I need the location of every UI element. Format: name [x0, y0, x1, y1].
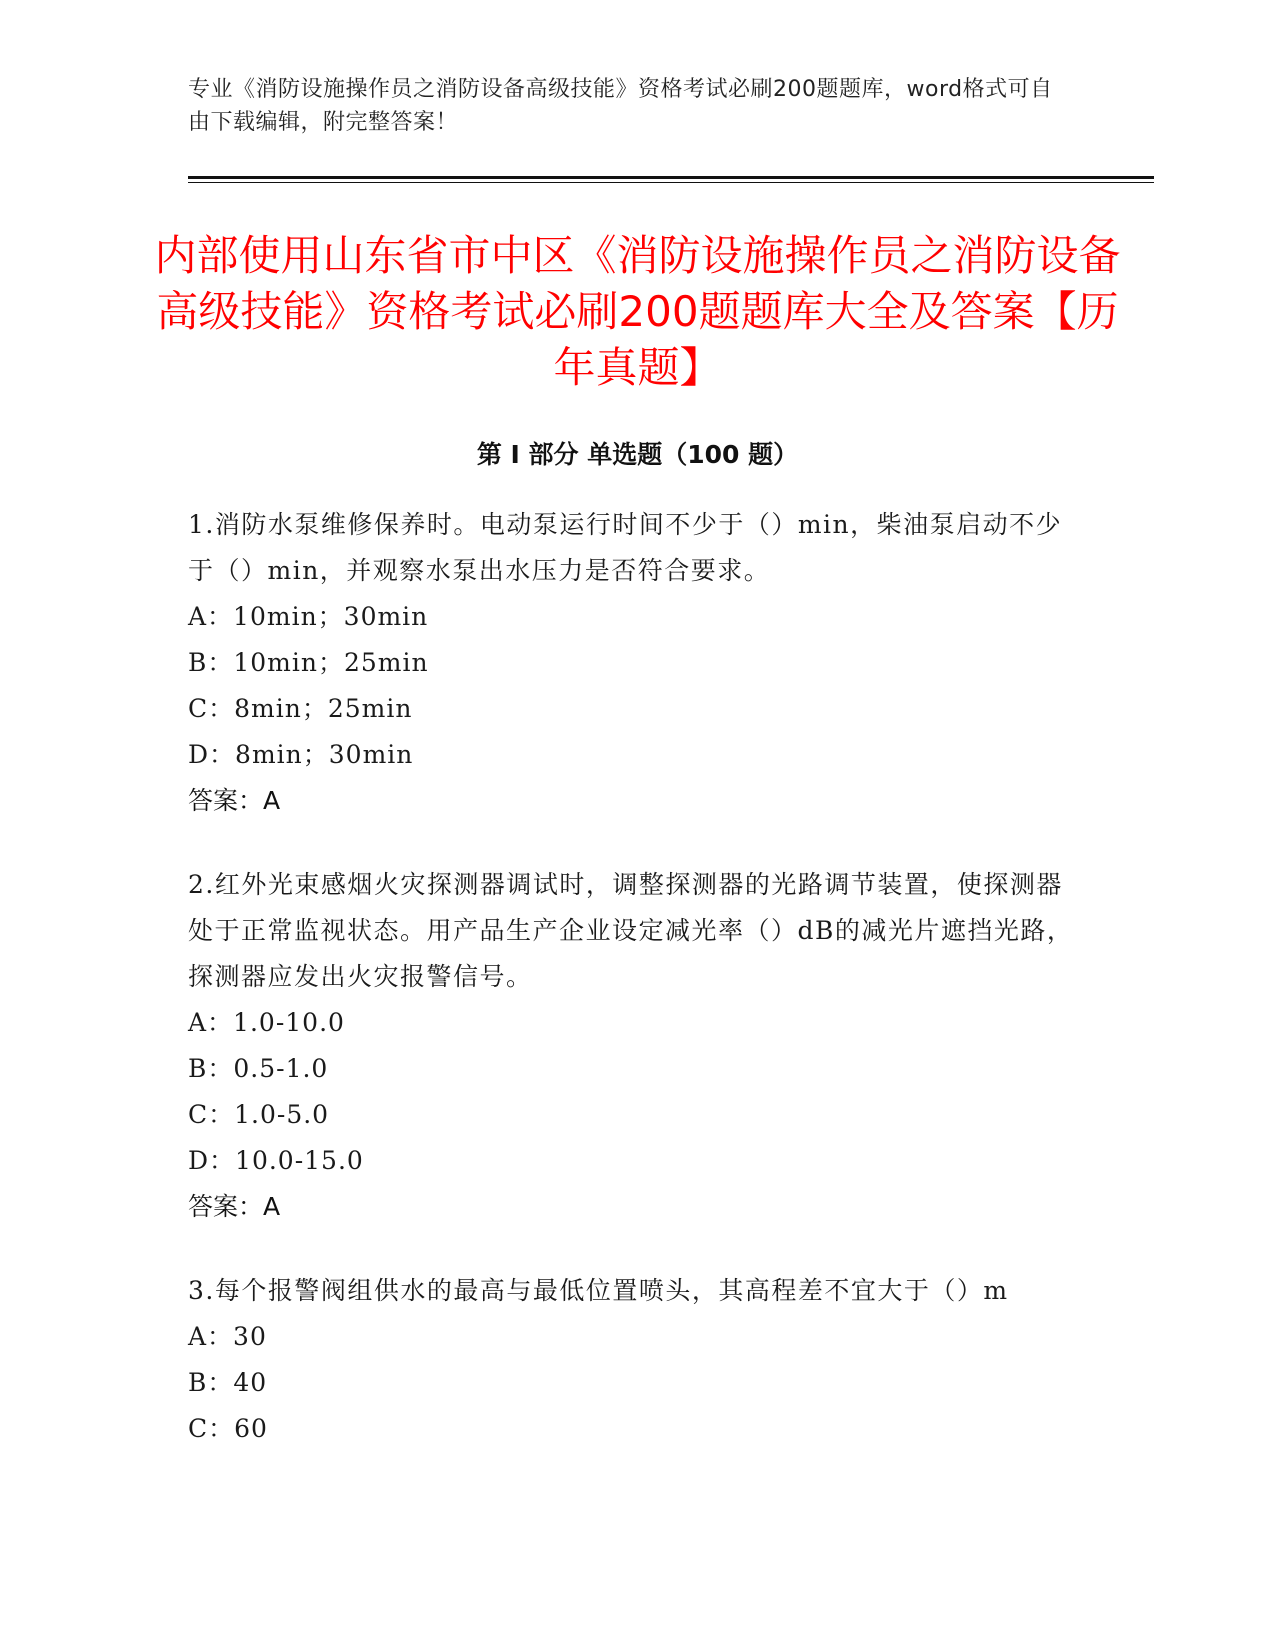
header-divider-thick [188, 176, 1154, 179]
option-b: B：0.5-1.0 [188, 1054, 329, 1083]
option-c: C：1.0-5.0 [188, 1100, 330, 1129]
option-d: D：10.0-15.0 [188, 1146, 364, 1175]
question-2 [188, 862, 1088, 1230]
question-stem: 3.每个报警阀组供水的最高与最低位置喷头，其高程差不宜大于（）m [188, 1276, 1009, 1305]
header-divider-thin [188, 182, 1154, 183]
option-d: D：8min；30min [188, 740, 414, 769]
option-a: A：30 [188, 1322, 267, 1351]
option-c: C：8min；25min [188, 694, 413, 723]
option-b: B：40 [188, 1368, 268, 1397]
option-a: A：1.0-10.0 [188, 1008, 345, 1037]
answer: 答案：A [188, 1192, 281, 1221]
question-1 [188, 502, 1088, 824]
header-note: 专业《消防设施操作员之消防设备高级技能》资格考试必刷200题题库，word格式可自由下载编辑，附完整答案！ [188, 77, 1053, 135]
option-b: B：10min；25min [188, 648, 429, 677]
section-heading: 第 I 部分 单选题（100 题） [476, 440, 799, 469]
option-c: C：60 [188, 1414, 268, 1443]
document-title: 内部使用山东省市中区《消防设施操作员之消防设备高级技能》资格考试必刷200题题库大全及答案【历年真题】 [154, 231, 1121, 392]
answer: 答案：A [188, 786, 281, 815]
question-3 [188, 1268, 1088, 1452]
question-stem: 1.消防水泵维修保养时。电动泵运行时间不少于（）min，柴油泵启动不少于（）min，并观察水泵出水压力是否符合要求。 [188, 510, 1063, 585]
question-stem: 2.红外光束感烟火灾探测器调试时，调整探测器的光路调节装置，使探测器处于正常监视状态。用产品生产企业设定减光率（）dB的减光片遮挡光路，探测器应发出火灾报警信号。 [188, 870, 1074, 991]
option-a: A：10min；30min [188, 602, 429, 631]
